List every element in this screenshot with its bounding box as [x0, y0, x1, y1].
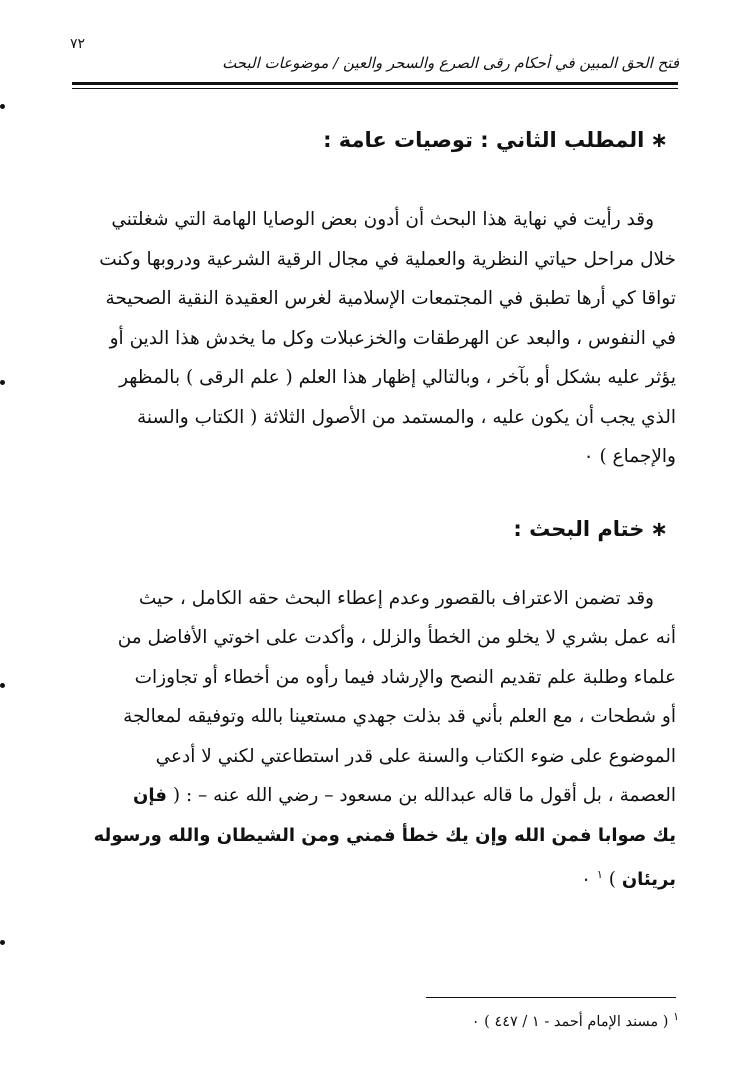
- paragraph-recommendations: [68, 200, 676, 477]
- margin-mark: [0, 683, 5, 688]
- header-rule-thin: [72, 88, 678, 89]
- text-line: في النفوس ، والبعد عن الهرطقات والخزعبلات وكل ما يخدش هذا الدين أو: [109, 327, 676, 349]
- margin-mark: [0, 380, 5, 385]
- text-line: وقد تضمن الاعتراف بالقصور وعدم إعطاء البحث حقه الكامل ، حيث: [138, 587, 654, 609]
- quote-start: فإن: [133, 785, 167, 806]
- text-line: تواقا كي أرها تطبق في المجتمعات الإسلامية لغرس العقيدة النقية الصحيحة: [105, 288, 676, 309]
- running-header: فتح الحق المبين في أحكام رقى الصرع والسحر والعين / موضوعات البحث: [222, 54, 679, 72]
- star-bullet-icon: ∗: [650, 516, 668, 541]
- heading-text: المطلب الثاني : توصيات عامة :: [323, 128, 645, 152]
- footnote-text: ( مسند الإمام أحمد - ١ / ٤٤٧ ) ٠: [471, 1013, 669, 1030]
- text-line: يؤثر عليه بشكل أو بآخر ، وبالتالي إظهار هذا العلم ( علم الرقى ) بالمظهر: [119, 367, 676, 388]
- text-line: الذي يجب أن يكون عليه ، والمستمد من الأصول الثلاثة ( الكتاب والسنة: [137, 406, 676, 428]
- footnote-number: ١: [673, 1010, 679, 1023]
- quote-intro: العصمة ، بل أقول ما قاله عبدالله بن مسعود – رضي الله عنه – : (: [172, 785, 676, 806]
- margin-mark: [0, 940, 5, 945]
- quote-close: ): [608, 869, 616, 891]
- section-heading-recommendations: [68, 120, 668, 160]
- star-bullet-icon: ∗: [650, 128, 668, 152]
- main-content: [68, 112, 676, 900]
- paragraph-conclusion: [68, 579, 676, 900]
- heading-text: ختام البحث :: [513, 516, 645, 541]
- margin-mark: [0, 104, 5, 109]
- text-line: والإجماع ) ٠: [583, 446, 676, 467]
- section-heading-conclusion: [68, 509, 668, 549]
- header-rule: [72, 82, 678, 85]
- quote-end: بريئان: [621, 869, 676, 891]
- text-line: [68, 776, 676, 816]
- text-line: [68, 855, 676, 900]
- footnote-divider: [426, 997, 676, 998]
- text-line: وقد رأيت في نهاية هذا البحث أن أدون بعض الوصايا الهامة التي شغلتني: [111, 209, 654, 230]
- text-line: خلال مراحل حياتي النظرية والعملية في مجال الرقية الشرعية ودروبها وكنت: [99, 248, 676, 270]
- quote-text: يك صوابا فمن الله وإن يك خطأ فمني ومن الشيطان والله ورسوله: [93, 824, 676, 846]
- footnote-reference[interactable]: ١: [596, 868, 603, 881]
- text-line: الموضوع على ضوء الكتاب والسنة على قدر استطاعتي لكني لا أدعي: [155, 745, 676, 767]
- footnote: [472, 1010, 679, 1030]
- page-number: ٧٢: [70, 36, 86, 52]
- text-line: أنه عمل بشري لا يخلو من الخطأ والزلل ، وأكدت على اخوتي الأفاضل من: [117, 627, 676, 648]
- text-line: علماء وطلبة علم تقديم النصح والإرشاد فيما رأوه من أخطاء أو تجاوزات: [134, 666, 676, 688]
- text-line: أو شطحات ، مع العلم بأني قد بذلت جهدي مستعينا بالله وتوفيقه لمعالجة: [123, 706, 676, 727]
- end-mark: ٠: [581, 869, 591, 891]
- text-line: [68, 816, 676, 856]
